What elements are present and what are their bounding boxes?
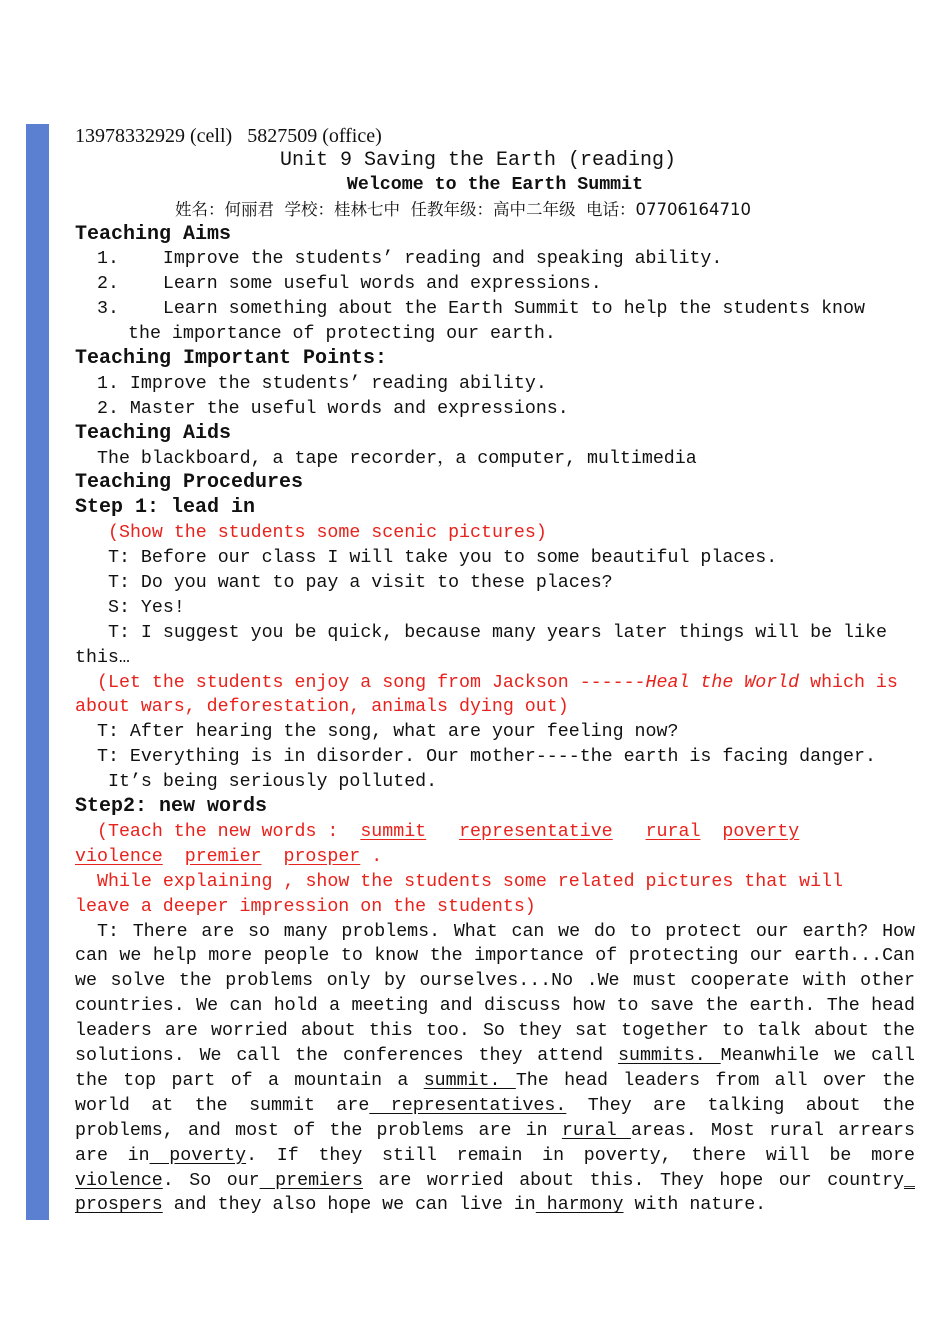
step2-note: While explaining , show the students some related pictures that will [97, 871, 843, 892]
contact-line: 13978332929 (cell) 5827509 (office) [75, 125, 382, 147]
teaching-aims-heading: Teaching Aims [75, 222, 232, 246]
step1-dialogue-5: T: After hearing the song, what are your feeling now? [97, 722, 679, 743]
step1-note: (Show the students some scenic pictures) [108, 523, 547, 544]
word-summit: summit [360, 821, 427, 842]
aim-item-3-continued: the importance of protecting our earth. [128, 324, 556, 345]
word-representative: representative [459, 821, 613, 842]
step1-dialogue-3: S: Yes! [108, 597, 185, 618]
left-margin-bar [26, 124, 49, 1220]
step1-song-note: (Let the students enjoy a song from Jackson ------Heal the World which is [97, 672, 898, 693]
lesson-plan-document [75, 124, 915, 1218]
song-title: Heal the World [645, 672, 800, 693]
step2-heading: Step2: new words [75, 795, 268, 819]
word-rural: rural [645, 821, 701, 842]
document-title: Unit 9 Saving the Earth (reading) [279, 148, 677, 172]
new-words-line-1: (Teach the new words : summit representative rural poverty [97, 821, 800, 842]
step1-dialogue-6: T: Everything is in disorder. Our mother----the earth is facing danger. [97, 747, 876, 768]
word-violence: violence [75, 846, 163, 867]
step1-heading: Step 1: lead in [75, 496, 256, 520]
step2-paragraph: T: There are so many problems. What can we do to protect our earth? How can we help more people to know the importance of protecting our earth...Can we solve the problems only by ourselves...No .We must cooperate with other countries. We can hold a meeting and discuss how to save the earth. The head leaders are worried about this too. So they sat together to talk about the solutions. We call the conferences they attend summits. Meanwhile we call the top part of a mountain a summit. The head leaders from all over the world at the summit are representatives. They are talking about the problems, and most of the problems are in rural areas. Most rural arrears are in poverty. If they still remain in poverty, there will be more violence. So our premiers are worried about this. They hope our country_ prospers and they also hope we can live in harmony with nature. [75, 921, 916, 1216]
new-words-line-2: violence premier prosper . [75, 846, 383, 867]
teaching-aids-text: The blackboard, a tape recorder，a computer, multimedia [97, 448, 697, 469]
step1-dialogue-4-continued: this… [75, 647, 130, 668]
procedures-heading: Teaching Procedures [75, 471, 304, 495]
word-prosper: prosper [283, 846, 361, 867]
aim-item-1: 1. Improve the students’ reading and speaking ability. [97, 249, 723, 270]
step1-dialogue-6-continued: It’s being seriously polluted. [108, 772, 438, 793]
step1-dialogue-1: T: Before our class I will take you to some beautiful places. [108, 548, 778, 569]
document-subtitle: Welcome to the Earth Summit [346, 174, 644, 195]
teacher-info: 姓名：何丽君 学校：桂林七中 任教年级：高中二年级 电话：07706164710 [175, 199, 751, 219]
step1-dialogue-2: T: Do you want to pay a visit to these places? [108, 573, 613, 594]
aim-item-2: 2. Learn some useful words and expressions. [97, 274, 602, 295]
word-premier: premier [184, 846, 262, 867]
point-item-1: 1. Improve the students’ reading ability. [97, 373, 547, 394]
step1-dialogue-4: T: I suggest you be quick, because many years later things will be like [108, 622, 887, 643]
aim-item-3: 3. Learn something about the Earth Summit to help the students know [97, 299, 865, 320]
word-poverty: poverty [722, 821, 800, 842]
teaching-aids-heading: Teaching Aids [75, 421, 232, 445]
important-points-heading: Teaching Important Points: [75, 347, 388, 371]
step2-note-continued: leave a deeper impression on the students) [75, 896, 536, 917]
step1-song-note-continued: about wars, deforestation, animals dying out) [75, 697, 569, 718]
point-item-2: 2. Master the useful words and expressions. [97, 398, 569, 419]
